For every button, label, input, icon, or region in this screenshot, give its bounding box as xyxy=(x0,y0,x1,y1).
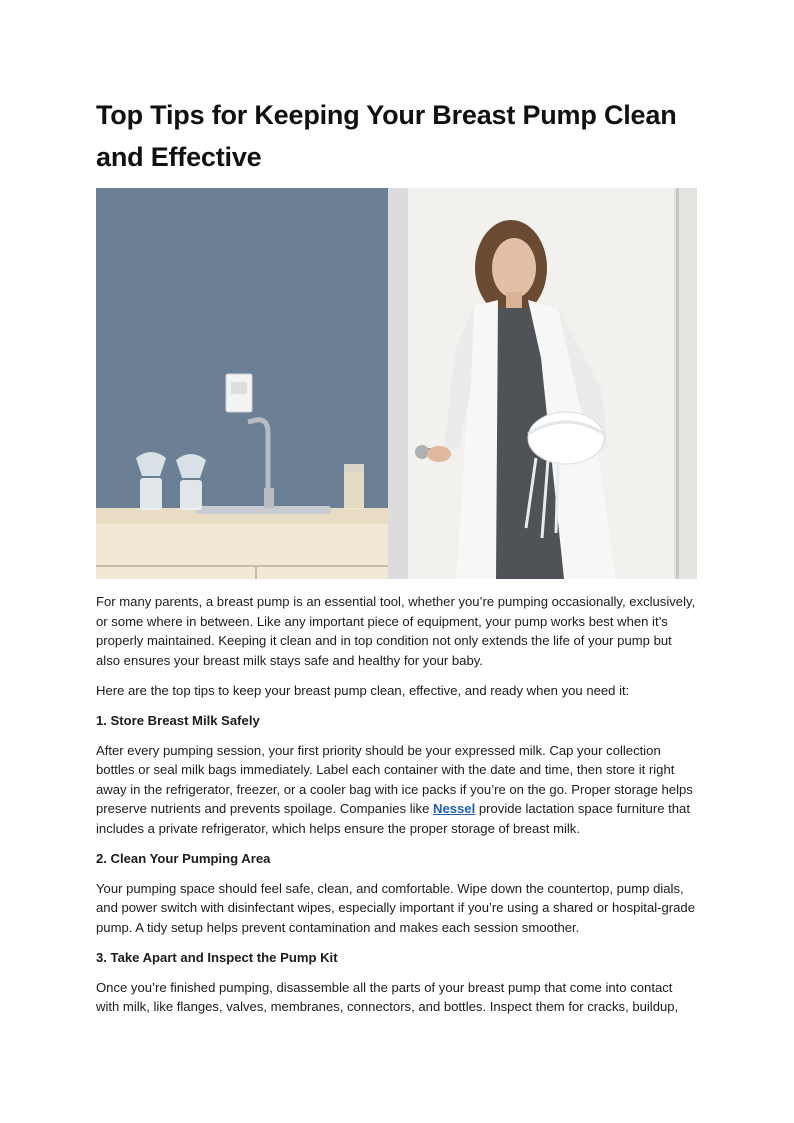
section-2-heading: 2. Clean Your Pumping Area xyxy=(96,850,271,866)
section-2-paragraph: Your pumping space should feel safe, clean, and comfortable. Wipe down the countertop, pump dials, and power switch with disinfectant wipes, especially important if you’re using a shared or hospital-grade pump. A tidy setup helps prevent contamination and makes each session smoother. xyxy=(96,880,695,935)
section-1-heading: 1. Store Breast Milk Safely xyxy=(96,712,260,728)
lactation-room-photo xyxy=(96,188,697,579)
section-1-text-after: provide lactation space furniture that includes a private refrigerator, which helps ensure the proper storage of breast milk. xyxy=(96,801,690,836)
hero-image xyxy=(96,188,697,579)
section-3-heading: 3. Take Apart and Inspect the Pump Kit xyxy=(96,949,338,965)
article-body xyxy=(96,592,698,1027)
nessel-link[interactable]: Nessel xyxy=(433,801,476,816)
intro-paragraph: For many parents, a breast pump is an essential tool, whether you’re pumping occasionally, exclusively, or some where in between. Like any important piece of equipment, your pump works best when it’s properly maintained. Keeping it clean and in top condition not only extends the life of your pump but also ensures your breast milk stays safe and healthy for your baby. xyxy=(96,594,696,668)
section-3-paragraph: Once you’re finished pumping, disassemble all the parts of your breast pump that come into contact with milk, like flanges, valves, membranes, connectors, and bottles. Inspect them for cracks, buildup, xyxy=(96,979,679,1014)
lead-in-paragraph: Here are the top tips to keep your breast pump clean, effective, and ready when you need it: xyxy=(96,682,630,698)
section-1-text-before: After every pumping session, your first priority should be your expressed milk. Cap your collection bottles or seal milk bags immediately. Label each container with the date and time, then store it right away in the refrigerator, freezer, or a cooler bag with ice packs if you’re on the go. Proper storage helps preserve nutrients and prevents spoilage. Companies like xyxy=(96,742,693,816)
article-title: Top Tips for Keeping Your Breast Pump Clean and Effective xyxy=(96,100,677,172)
section-1-paragraph xyxy=(96,741,698,839)
